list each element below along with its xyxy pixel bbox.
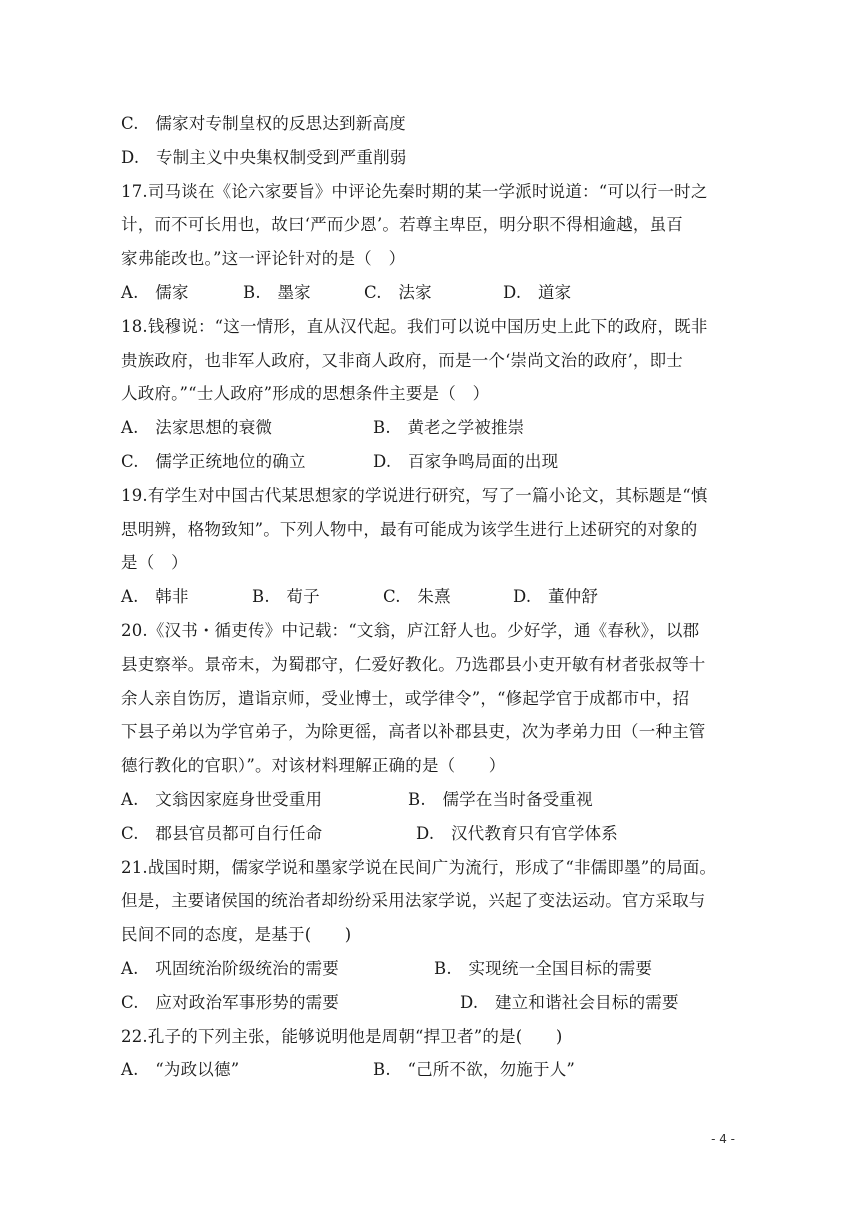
question-18-options-row-2 <box>121 445 741 479</box>
question-21-option-d: D. 建立和谐社会目标的需要 <box>460 992 679 1012</box>
question-18-options-row-1 <box>121 411 741 445</box>
question-20-stem-line-4: 下县子弟以为学官弟子，为除更徭，高者以补郡县吏，次为孝弟力田（一种主管 <box>121 722 706 742</box>
question-20-stem-line-3: 余人亲自饬厉，遣诣京师，受业博士，或学律令”，“修起学官于成都市中，招 <box>121 688 690 708</box>
question-21-option-c: C. 应对政治军事形势的需要 <box>121 992 340 1012</box>
question-18-option-d: D. 百家争鸣局面的出现 <box>373 451 559 471</box>
question-17-option-a: A. 儒家 <box>121 282 189 302</box>
question-19-option-a: A. 韩非 <box>121 587 189 607</box>
question-20-option-c: C. 郡县官员都可自行任命 <box>121 823 323 843</box>
question-20-stem-line-2: 县吏察举。景帝末，为蜀郡守，仁爱好教化。乃选郡县小吏开敏有材者张叔等十 <box>121 654 706 674</box>
question-22-stem-line-1: 22.孔子的下列主张，能够说明他是周朝“捍卫者”的是( ) <box>121 1026 563 1046</box>
question-20-option-b: B. 儒学在当时备受重视 <box>408 789 593 809</box>
question-21-option-a: A. 巩固统治阶级统治的需要 <box>121 958 339 978</box>
question-18-stem-line-1: 18.钱穆说：“这一情形，直从汉代起。我们可以说中国历史上此下的政府，既非 <box>121 316 708 336</box>
question-18-option-a: A. 法家思想的衰微 <box>121 418 273 438</box>
question-21-stem-line-2: 但是，主要诸侯国的统治者却纷纷采用法家学说，兴起了变法运动。官方采取与 <box>121 891 706 911</box>
question-21-stem-line-3: 民间不同的态度，是基于( ) <box>121 925 352 945</box>
question-19-stem-line-1: 19.有学生对中国古代某思想家的学说进行研究，写了一篇小论文，其标题是“慎 <box>121 485 708 505</box>
question-18-option-b: B. 黄老之学被推崇 <box>373 418 525 438</box>
question-19-option-c: C. 朱熹 <box>383 587 451 607</box>
question-20-options-row-2 <box>121 817 741 851</box>
question-17-stem-line-2: 计，而不可长用也，故曰‘严而少恩’。若尊主卑臣，明分职不得相逾越，虽百 <box>121 215 683 235</box>
question-18-stem-line-2: 贵族政府，也非军人政府，又非商人政府，而是一个‘崇尚文治的政府’，即士 <box>121 350 683 370</box>
question-20-option-a: A. 文翁因家庭身世受重用 <box>121 789 323 809</box>
question-18-option-c: C. 儒学正统地位的确立 <box>121 451 306 471</box>
question-17-option-c: C. 法家 <box>364 282 432 302</box>
question-17-stem-line-3: 家弗能改也。”这一评论针对的是（ ） <box>121 249 406 269</box>
question-17-options <box>121 276 741 310</box>
question-21-options-row-1 <box>121 952 741 986</box>
question-22-option-b: B. “己所不欲，勿施于人” <box>373 1060 576 1080</box>
question-20-stem-line-1: 20.《汉书・循吏传》中记载：“文翁，庐江舒人也。少好学，通《春秋》，以郡 <box>121 620 700 640</box>
question-19-stem-line-3: 是（ ） <box>121 553 188 573</box>
question-20-options-row-1 <box>121 783 741 817</box>
page-number: - 4 - <box>711 1132 735 1146</box>
question-21-option-b: B. 实现统一全国目标的需要 <box>434 958 653 978</box>
question-20-option-d: D. 汉代教育只有官学体系 <box>416 823 618 843</box>
question-22-option-a: A. “为政以德” <box>121 1060 240 1080</box>
question-19-option-b: B. 荀子 <box>252 587 320 607</box>
question-18-stem-line-3: 人政府。”“士人政府”形成的思想条件主要是（ ） <box>121 384 490 404</box>
question-19-option-d: D. 董仲舒 <box>513 587 599 607</box>
question-17-stem-line-1: 17.司马谈在《论六家要旨》中评论先秦时期的某一学派时说道：“可以行一时之 <box>121 181 708 201</box>
question-17-option-d: D. 道家 <box>503 282 572 302</box>
question-22-options <box>121 1053 741 1087</box>
question-21-stem-line-1: 21.战国时期，儒家学说和墨家学说在民间广为流行，形成了“非儒即墨”的局面。 <box>121 857 717 877</box>
question-21-options-row-2 <box>121 986 741 1020</box>
page-content <box>121 107 741 1087</box>
question-20-stem-line-5: 德行教化的官职）”。对该材料理解正确的是（ ） <box>121 756 506 776</box>
question-19-options <box>121 580 741 614</box>
question-16-option-d: D. 专制主义中央集权制受到严重削弱 <box>121 147 407 167</box>
question-16-option-c: C. 儒家对专制皇权的反思达到新高度 <box>121 114 406 133</box>
question-17-option-b: B. 墨家 <box>243 282 311 302</box>
question-19-stem-line-2: 思明辨，格物致知”。下列人物中，最有可能成为该学生进行上述研究的对象的 <box>121 519 698 539</box>
